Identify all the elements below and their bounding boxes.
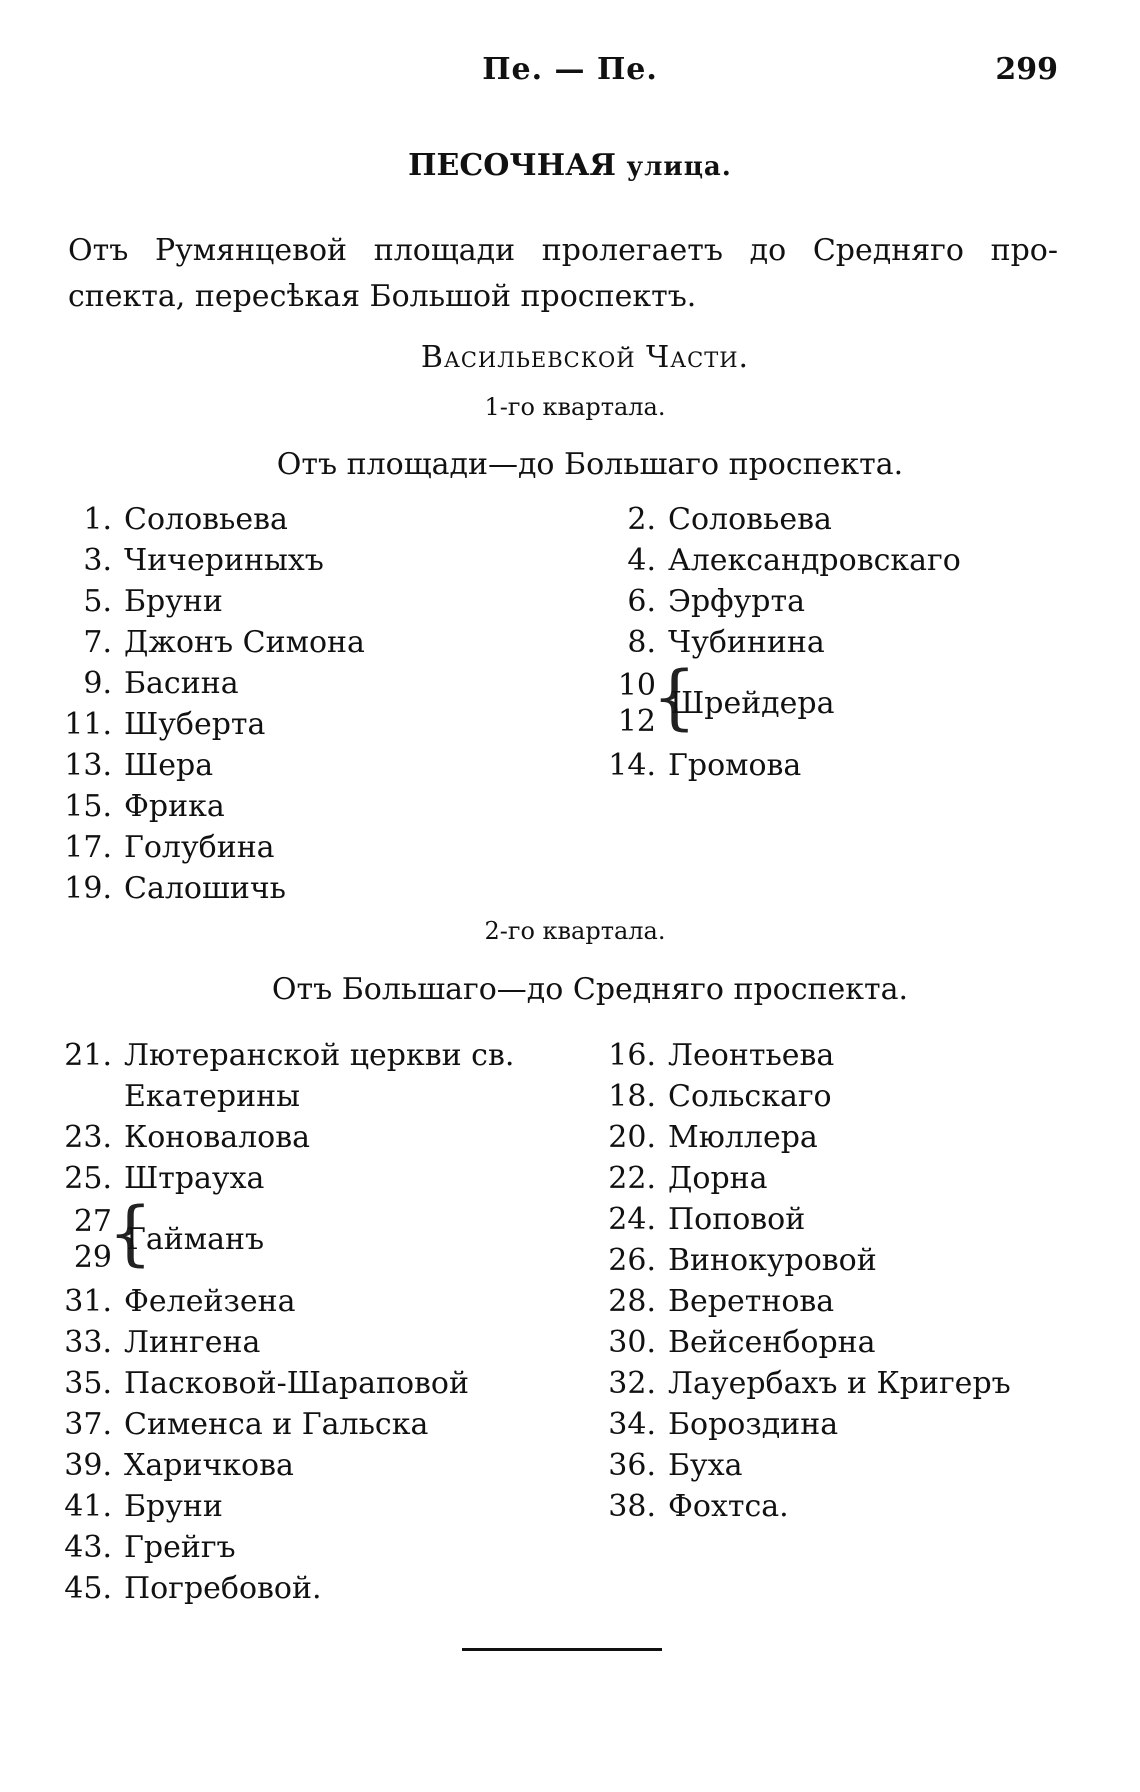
page-number: 299	[995, 52, 1058, 87]
house-entry	[600, 1323, 876, 1363]
house-number: 43.	[64, 1530, 112, 1565]
district-heading: Васильевской Части.	[420, 340, 750, 375]
owner-name: Коновалова	[124, 1120, 311, 1155]
owner-name: Бруни	[124, 1489, 223, 1524]
house-entry-brace	[56, 1192, 356, 1282]
owner-name: Соловьева	[124, 502, 288, 537]
house-entry	[56, 623, 365, 663]
house-number: 19.	[64, 871, 112, 906]
house-entry	[56, 1405, 428, 1445]
owner-name: Громова	[668, 748, 802, 783]
house-number: 28.	[608, 1284, 656, 1319]
owner-name: Бруни	[124, 584, 223, 619]
house-entry	[56, 500, 288, 540]
house-entry	[600, 1282, 834, 1322]
owner-name: Эрфурта	[668, 584, 805, 619]
house-number: 17.	[64, 830, 112, 865]
owner-name: Екатерины	[124, 1079, 300, 1114]
house-entry	[56, 746, 213, 786]
house-entry	[600, 1036, 834, 1076]
owner-name: Дорна	[668, 1161, 768, 1196]
house-number: 3.	[83, 543, 112, 578]
house-entry	[56, 1036, 514, 1076]
owner-name: Лингена	[124, 1325, 261, 1360]
house-number: 22.	[608, 1161, 656, 1196]
house-number: 34.	[608, 1407, 656, 1442]
street-title	[0, 148, 1140, 183]
house-entry	[56, 664, 239, 704]
house-number: 25.	[64, 1161, 112, 1196]
owner-name: Салошичь	[124, 871, 287, 906]
house-entry	[600, 500, 832, 540]
owner-name: Пасковой-Шараповой	[124, 1366, 469, 1401]
house-entry	[56, 1282, 295, 1322]
house-entry	[56, 787, 225, 827]
house-entry	[600, 582, 805, 622]
owner-name: Грейгъ	[124, 1530, 236, 1565]
owner-name: Гайманъ	[126, 1222, 265, 1257]
owner-name: Фохтса.	[668, 1489, 789, 1524]
house-entry	[56, 1323, 260, 1363]
owner-name: Сольскаго	[668, 1079, 832, 1114]
house-number-pair	[56, 1204, 112, 1276]
house-number: 39.	[64, 1448, 112, 1483]
owner-name: Лютеранской церкви св.	[124, 1038, 515, 1073]
house-number: 21.	[64, 1038, 112, 1073]
owner-name: Соловьева	[668, 502, 832, 537]
house-number: 38.	[608, 1489, 656, 1524]
street-name: ПЕСОЧНАЯ	[408, 148, 616, 183]
house-number: 26.	[608, 1243, 656, 1278]
owner-name: Шрейдера	[670, 686, 835, 721]
owner-name: Голубина	[124, 830, 275, 865]
house-entry	[56, 1118, 310, 1158]
house-number: 24.	[608, 1202, 656, 1237]
owner-name: Мюллера	[668, 1120, 818, 1155]
house-number: 1.	[83, 502, 112, 537]
house-entry	[56, 828, 275, 868]
house-entry	[600, 1200, 805, 1240]
house-number-pair	[600, 668, 656, 740]
house-entry	[56, 582, 223, 622]
house-number: 35.	[64, 1366, 112, 1401]
quarter-2-section-heading: Отъ Большаго—до Средняго проспекта.	[271, 972, 909, 1007]
street-type: улица.	[626, 152, 732, 182]
street-description-line-1: Отъ Румянцевой площади пролегаетъ до Средняго про-	[68, 233, 1058, 268]
owner-name: Веретнова	[668, 1284, 835, 1319]
owner-name: Басина	[124, 666, 239, 701]
owner-name: Харичкова	[124, 1448, 294, 1483]
house-entry	[56, 1569, 322, 1609]
house-number: 4.	[627, 543, 656, 578]
house-entry	[56, 705, 265, 745]
street-description-line-2: спекта, пересѣкая Большой проспектъ.	[68, 279, 697, 314]
brace-glyph: {	[652, 656, 697, 738]
house-number: 16.	[608, 1038, 656, 1073]
owner-name: Чубинина	[668, 625, 825, 660]
house-number: 5.	[83, 584, 112, 619]
house-entry	[600, 1405, 838, 1445]
house-entry	[56, 1364, 469, 1404]
house-number: 30.	[608, 1325, 656, 1360]
house-number: 6.	[627, 584, 656, 619]
house-entry	[600, 1077, 832, 1117]
running-head: Пе. — Пе.	[482, 52, 658, 87]
quarter-2-heading: 2-го квартала.	[484, 917, 666, 945]
owner-name: Штрауха	[124, 1161, 265, 1196]
owner-name: Поповой	[668, 1202, 806, 1237]
house-number: 9.	[83, 666, 112, 701]
quarter-1-heading: 1-го квартала.	[484, 393, 666, 421]
house-number: 36.	[608, 1448, 656, 1483]
house-number: 7.	[83, 625, 112, 660]
owner-name: Лауербахъ и Кригеръ	[668, 1366, 1011, 1401]
house-number: 14.	[608, 748, 656, 783]
brace-glyph: {	[108, 1192, 153, 1274]
house-entry	[600, 623, 825, 663]
house-entry	[56, 1487, 223, 1527]
owner-name: Вейсенборна	[668, 1325, 876, 1360]
house-entry	[600, 1487, 789, 1527]
section-end-rule	[462, 1648, 662, 1651]
owner-name: Александровскаго	[668, 543, 961, 578]
quarter-1-section-heading: Отъ площади—до Большаго проспекта.	[276, 447, 904, 482]
house-entry	[600, 1364, 1011, 1404]
house-entry-brace	[600, 656, 900, 746]
owner-name: Джонъ Симона	[124, 625, 365, 660]
house-number: 33.	[64, 1325, 112, 1360]
owner-name: Погребовой.	[124, 1571, 322, 1606]
house-entry	[56, 1159, 264, 1199]
house-number: 45.	[64, 1571, 112, 1606]
house-number: 8.	[627, 625, 656, 660]
house-number: 10	[617, 668, 656, 703]
owner-name: Бороздина	[668, 1407, 839, 1442]
owner-name: Чичериныхъ	[124, 543, 324, 578]
house-number: 29	[73, 1240, 112, 1275]
owner-name: Буха	[668, 1448, 743, 1483]
house-number: 11.	[64, 707, 112, 742]
house-number: 15.	[64, 789, 112, 824]
owner-name: Сименса и Гальска	[124, 1407, 429, 1442]
house-number: 27	[73, 1204, 112, 1239]
owner-name: Шера	[124, 748, 214, 783]
house-number: 18.	[608, 1079, 656, 1114]
house-entry	[600, 1159, 768, 1199]
house-entry	[600, 1118, 818, 1158]
house-number: 31.	[64, 1284, 112, 1319]
house-entry	[56, 541, 324, 581]
owner-name: Винокуровой	[668, 1243, 877, 1278]
house-number: 13.	[64, 748, 112, 783]
house-number: 20.	[608, 1120, 656, 1155]
owner-name: Леонтьева	[668, 1038, 835, 1073]
house-entry	[600, 1446, 743, 1486]
house-entry	[56, 1077, 300, 1117]
house-entry	[56, 1528, 236, 1568]
house-number: 32.	[608, 1366, 656, 1401]
house-entry	[600, 541, 961, 581]
owner-name: Фрика	[124, 789, 225, 824]
house-entry	[600, 746, 801, 786]
house-number: 12	[617, 704, 656, 739]
owner-name: Шуберта	[124, 707, 266, 742]
house-number: 37.	[64, 1407, 112, 1442]
house-entry	[600, 1241, 877, 1281]
house-entry	[56, 1446, 294, 1486]
house-entry	[56, 869, 286, 909]
owner-name: Фелейзена	[124, 1284, 296, 1319]
house-number: 2.	[627, 502, 656, 537]
house-number: 23.	[64, 1120, 112, 1155]
house-number: 41.	[64, 1489, 112, 1524]
